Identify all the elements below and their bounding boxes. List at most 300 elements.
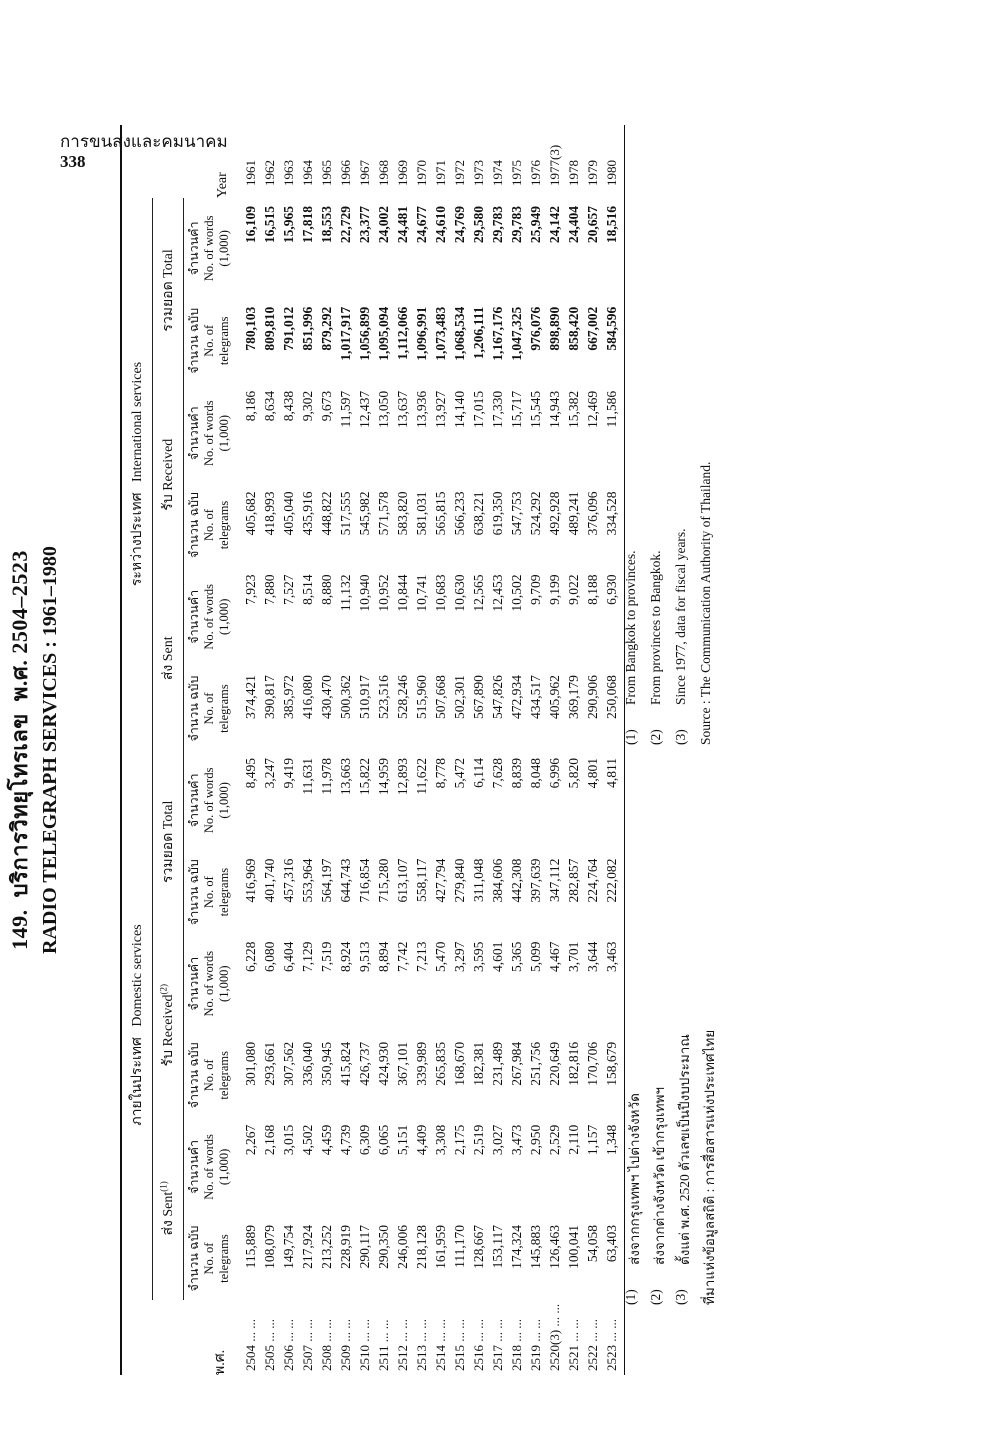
value-cell: 16,515 [262,206,277,244]
value-cell: 6,930 [604,574,619,605]
telegrams-col-header [184,851,236,934]
value-cell: 24,677 [414,206,429,244]
ce-year-header: Year [121,125,235,198]
be-year-cell [470,1300,489,1375]
table-row [565,125,584,1375]
domestic-th: ภายในประเทศ [130,1037,145,1126]
international-en: International services [130,361,145,482]
table-row [603,125,622,1375]
value-cell: 858,420 [566,306,581,351]
words-en: No. of words (1,000) [202,950,231,1017]
telegrams-col-header [184,667,236,750]
table-row [508,125,527,1375]
value-cell: 12,565 [471,574,486,612]
value-cell: 809,810 [262,306,277,351]
telegrams-col-header [184,484,236,567]
table-row [375,125,394,1375]
note-english [648,551,670,746]
table-titles [2,125,62,1375]
value-cell: 15,822 [357,758,372,796]
telegrams-en: No. of telegrams [202,1051,231,1100]
dom-total-th: รวมยอด [161,832,176,884]
domestic-group-header [121,750,153,1300]
value-cell: 427,794 [433,858,448,903]
value-cell: 2,529 [547,1124,562,1156]
value-cell: 311,048 [471,858,486,903]
value-cell: 7,742 [395,941,410,972]
leader-dots: ... ... [528,1319,543,1342]
note-english [623,551,645,746]
intl-sent-header [153,566,184,750]
value-cell: 5,472 [452,758,467,789]
telegrams-en: No. of telegrams [202,867,231,917]
be-year: 2511 [376,1345,391,1371]
be-year: 2521 [566,1345,581,1371]
value-cell: 6,404 [281,941,296,972]
note-row [648,205,670,1305]
note-thai [623,745,645,1305]
value-cell: 128,667 [471,1225,486,1269]
value-cell: 153,117 [490,1225,505,1269]
value-cell: 8,495 [243,758,258,789]
value-cell: 547,753 [509,491,524,536]
be-year: 2518 [509,1345,524,1371]
table-notes [620,205,723,1305]
words-col-header [184,383,236,484]
value-cell: 1,095,094 [376,306,391,361]
dom-recv-th: รับ [161,1050,176,1067]
value-cell: 111,170 [452,1225,467,1268]
value-cell: 5,365 [509,941,524,972]
be-year: 2505 [262,1345,277,1371]
value-cell: 791,012 [281,306,296,351]
value-cell: 15,382 [566,390,581,429]
value-cell: 8,894 [376,941,391,972]
value-cell: 25,949 [528,206,543,244]
words-col-header [184,1117,236,1217]
value-cell: 3,297 [452,941,467,972]
value-cell: 8,634 [262,390,277,422]
value-cell: 9,022 [566,574,581,605]
leader-dots: ... ... [471,1319,486,1342]
words-en: No. of words (1,000) [202,1134,231,1200]
domestic-en: Domestic services [130,924,145,1027]
value-cell: 5,470 [433,941,448,972]
value-cell: 6,996 [547,758,562,789]
leader-dots: ... ... [566,1319,581,1342]
value-cell: 4,739 [338,1124,353,1156]
value-cell: 405,962 [547,675,562,719]
value-cell: 524,292 [528,491,543,536]
value-cell: 715,280 [376,858,391,903]
value-cell: 13,050 [376,390,391,429]
source-thai: ที่มาแห่งข้อมูลสถิติ : การสื่อสารแห่งประเทศไทย [702,1029,717,1305]
value-cell: 6,228 [243,941,258,972]
value-cell: 9,419 [281,758,296,789]
value-cell: 161,959 [433,1225,448,1269]
value-cell: 12,437 [357,390,372,429]
ce-year-cell: 1980 [604,160,619,186]
value-cell: 584,596 [604,306,619,351]
value-cell: 3,595 [471,941,486,972]
value-cell: 250,068 [604,675,619,719]
be-year: 2507 [300,1345,315,1371]
dom-recv-header [153,934,184,1117]
note-thai-text: ตั้งแต่ พ.ศ. 2520 ตัวเลขเป็นปีงบประมาณ [677,1034,692,1265]
value-cell: 416,080 [300,675,315,719]
table-row [299,125,318,1375]
dom-sent-en: Sent [161,1191,176,1217]
be-year-cell [565,1300,584,1375]
leader-dots: ... ... [604,1319,619,1342]
table-number: 149. [7,909,32,950]
value-cell: 7,628 [490,758,505,789]
value-cell: 1,056,899 [357,306,372,361]
ce-year-cell: 1972 [452,160,467,186]
telegrams-col-header [184,1217,236,1300]
table-row [584,125,603,1375]
value-cell: 401,740 [262,858,277,903]
value-cell: 251,756 [528,1041,543,1086]
value-cell: 510,917 [357,675,372,719]
be-year: 2512 [395,1345,410,1371]
value-cell: 14,943 [547,390,562,429]
ce-year-cell: 1969 [395,160,410,186]
words-th: จำนวนคำ [187,956,201,1011]
note-english-text: Since 1977, data for fiscal years. [673,528,688,705]
value-cell: 397,639 [528,858,543,903]
be-year-cell [432,1300,451,1375]
value-cell: 489,241 [566,491,581,536]
value-cell: 545,982 [357,491,372,536]
value-cell: 613,107 [395,858,410,903]
value-cell: 4,601 [490,941,505,972]
note-row [623,205,645,1305]
ce-year-cell: 1967 [357,160,372,186]
value-cell: 2,267 [243,1124,258,1156]
value-cell: 435,916 [300,491,315,536]
table-row [489,125,508,1375]
value-cell: 10,683 [433,574,448,612]
value-cell: 10,630 [452,574,467,612]
table-row [261,125,280,1375]
value-cell: 8,438 [281,390,296,422]
value-cell: 18,553 [319,206,334,244]
intl-total-header [153,198,184,383]
international-th: ระหว่างประเทศ [130,492,145,587]
value-cell: 619,350 [490,491,505,536]
value-cell: 339,989 [414,1041,429,1086]
ce-year-cell: 1964 [300,160,315,186]
value-cell: 10,741 [414,574,429,612]
telegrams-th: จำนวน ฉบับ [187,307,201,374]
value-cell: 4,409 [414,1124,429,1156]
value-cell: 405,040 [281,491,296,536]
be-year-cell [451,1300,470,1375]
leader-dots: ... ... [433,1319,448,1342]
value-cell: 976,076 [528,306,543,351]
telegrams-en: No. of telegrams [202,684,231,733]
be-year: 2516 [471,1345,486,1371]
value-cell: 63,403 [604,1225,619,1263]
value-cell: 290,906 [585,675,600,719]
value-cell: 716,854 [357,858,372,903]
value-cell: 6,080 [262,941,277,972]
be-year-cell [299,1300,318,1375]
value-cell: 1,073,483 [433,306,448,361]
value-cell: 1,206,111 [471,306,486,360]
ce-year-cell: 1979 [585,160,600,186]
value-cell: 1,096,991 [414,306,429,361]
value-cell: 265,835 [433,1041,448,1086]
value-cell: 29,783 [509,206,524,244]
value-cell: 567,890 [471,675,486,719]
value-cell: 18,516 [604,206,619,244]
note-thai-text: ส่งจากต่างจังหวัด เข้ากรุงเทพฯ [652,1087,667,1265]
value-cell: 24,404 [566,206,581,244]
be-year: 2504 [243,1345,259,1371]
note-thai-text: ส่งจากกรุงเทพฯ ไปต่างจังหวัด [627,1093,642,1265]
words-th: จำนวนคำ [187,406,201,461]
leader-dots: ... ... [414,1319,429,1342]
ce-year-cell: 1968 [376,160,391,186]
value-cell: 279,840 [452,858,467,903]
table-row [432,125,451,1375]
table-row [318,125,337,1375]
telegrams-th: จำนวน ฉบับ [187,859,201,926]
value-cell: 442,308 [509,858,524,903]
value-cell: 182,381 [471,1041,486,1086]
note-english [673,528,695,745]
be-year: 2520(3) [547,1329,562,1371]
value-cell: 367,101 [395,1041,410,1086]
value-cell: 100,041 [566,1225,581,1269]
value-cell: 2,168 [262,1124,277,1156]
value-cell: 16,109 [243,206,258,244]
value-cell: 12,453 [490,574,505,612]
value-cell: 218,128 [414,1225,429,1269]
be-year-cell [318,1300,337,1375]
value-cell: 14,959 [376,758,391,796]
value-cell: 1,112,066 [395,306,410,360]
value-cell: 9,709 [528,574,543,605]
source-english: Source : The Communication Authority of Thailand. [698,461,713,745]
note-key-en: (1) [623,729,638,745]
intl-recv-th: รับ [161,494,176,511]
value-cell: 385,972 [281,675,296,719]
intl-total-en: Total [161,249,176,278]
be-year-cell [413,1300,432,1375]
leader-dots: ... ... [376,1319,391,1343]
value-cell: 6,065 [376,1124,391,1156]
intl-total-th: รวมยอด [161,281,176,332]
telegrams-col-header [184,1034,236,1117]
value-cell: 644,743 [338,858,353,903]
words-th: จำนวนคำ [187,221,201,276]
value-cell: 564,197 [319,858,334,903]
value-cell: 222,082 [604,858,619,903]
ce-year-cell: 1971 [433,160,448,186]
table-row [451,125,470,1375]
value-cell: 7,519 [319,941,334,972]
be-year-cell [356,1300,375,1375]
be-year: 2509 [338,1345,353,1371]
table-row [413,125,432,1375]
value-cell: 7,129 [300,941,315,972]
be-year: 2522 [585,1345,600,1371]
value-cell: 224,764 [585,858,600,903]
value-cell: 307,562 [281,1041,296,1086]
table-row [235,125,261,1375]
value-cell: 3,473 [509,1124,524,1156]
value-cell: 336,040 [300,1041,315,1086]
value-cell: 1,047,325 [509,306,524,361]
value-cell: 7,880 [262,574,277,605]
value-cell: 12,469 [585,390,600,429]
table-row [470,125,489,1375]
words-th: จำนวนคำ [187,589,201,644]
value-cell: 424,930 [376,1041,391,1086]
value-cell: 217,924 [300,1225,315,1269]
table-row [527,125,546,1375]
value-cell: 1,348 [604,1124,619,1156]
dom-recv-en: Received [161,994,176,1047]
note-key-en: (3) [673,729,688,745]
value-cell: 13,936 [414,390,429,429]
note-english-text: From Bangkok to provinces. [623,550,638,705]
value-cell: 290,350 [376,1225,391,1269]
value-cell: 9,302 [300,390,315,422]
dom-total-header [153,750,184,934]
value-cell: 29,580 [471,206,486,244]
be-year: 2513 [414,1345,429,1371]
table-row [356,125,375,1375]
value-cell: 581,031 [414,491,429,536]
leader-dots: ... ... [395,1319,410,1342]
value-cell: 15,545 [528,390,543,429]
words-col-header [184,750,236,851]
value-cell: 369,179 [566,675,581,719]
note-english-text: From provinces to Bangkok. [648,550,663,705]
value-cell: 293,661 [262,1041,277,1086]
note-key: (3) [673,1289,688,1305]
value-cell: 376,096 [585,491,600,536]
value-cell: 7,213 [414,941,429,972]
ce-year-cell: 1976 [528,160,543,186]
value-cell: 780,103 [243,306,258,351]
value-cell: 415,824 [338,1041,353,1086]
value-cell: 17,015 [471,390,486,429]
value-cell: 547,826 [490,675,505,719]
value-cell: 11,132 [338,574,353,612]
be-year-cell [527,1300,546,1375]
page-number: 338 [60,151,86,171]
value-cell: 8,778 [433,758,448,789]
be-year: 2506 [281,1345,296,1371]
value-cell: 2,175 [452,1124,467,1156]
leader-dots: ... ... [490,1319,505,1342]
title-thai-years: พ.ศ. 2504–2523 [7,550,32,702]
value-cell: 426,737 [357,1041,372,1086]
words-col-header [184,566,236,667]
value-cell: 10,502 [509,574,524,612]
words-en: No. of words (1,000) [202,400,231,467]
be-year-header: พ.ศ. [121,1300,235,1375]
leader-dots: ... ... [452,1319,467,1342]
intl-sent-en: Sent [161,636,176,662]
intl-sent-th: ส่ง [161,664,176,681]
be-year: 2515 [452,1345,467,1371]
value-cell: 24,142 [547,206,562,244]
value-cell: 22,729 [338,206,353,244]
table-row [337,125,356,1375]
value-cell: 416,969 [243,858,258,903]
value-cell: 168,670 [452,1041,467,1086]
telegrams-th: จำนวน ฉบับ [187,492,201,558]
leader-dots: ... ... [300,1319,315,1342]
value-cell: 4,811 [604,758,619,788]
leader-dots: ... ... [262,1319,277,1342]
intl-recv-header [153,383,184,567]
value-cell: 4,502 [300,1124,315,1156]
value-cell: 448,822 [319,491,334,536]
value-cell: 9,673 [319,390,334,422]
telegrams-th: จำนวน ฉบับ [187,675,201,742]
words-col-header [184,198,236,299]
value-cell: 879,292 [319,306,334,351]
value-cell: 301,080 [243,1041,258,1086]
leader-dots: ... ... [547,1303,562,1327]
note-key-en: (2) [648,729,663,745]
value-cell: 13,663 [338,758,353,796]
leader-dots: ... ... [509,1319,524,1342]
note-key: (1) [623,1289,638,1305]
value-cell: 4,459 [319,1124,334,1156]
note-thai [673,745,695,1305]
value-cell: 174,324 [509,1225,524,1269]
table-title-thai [2,125,37,1375]
value-cell: 15,717 [509,390,524,429]
be-year: 2517 [490,1345,505,1371]
value-cell: 1,068,534 [452,306,467,361]
value-cell: 8,514 [300,574,315,605]
value-cell: 10,844 [395,574,410,612]
value-cell: 17,818 [300,206,315,244]
value-cell: 149,754 [281,1225,296,1269]
be-year-cell [235,1300,261,1375]
note-key: (2) [648,1289,663,1305]
value-cell: 553,964 [300,858,315,903]
value-cell: 558,117 [414,858,429,903]
value-cell: 246,006 [395,1225,410,1269]
value-cell: 1,167,176 [490,306,505,361]
value-cell: 8,188 [585,574,600,605]
be-year-cell [584,1300,603,1375]
value-cell: 350,945 [319,1041,334,1086]
be-year-cell [261,1300,280,1375]
be-year-cell [603,1300,622,1375]
value-cell: 11,978 [319,758,334,795]
value-cell: 24,610 [433,206,448,244]
value-cell: 418,993 [262,491,277,536]
value-cell: 667,002 [585,306,600,351]
ce-year-cell: 1961 [243,160,259,186]
value-cell: 523,516 [376,675,391,719]
value-cell: 2,950 [528,1124,543,1156]
be-year: 2519 [528,1345,543,1371]
ce-year-cell: 1965 [319,160,334,186]
dom-sent-th: ส่ง [161,1220,176,1236]
